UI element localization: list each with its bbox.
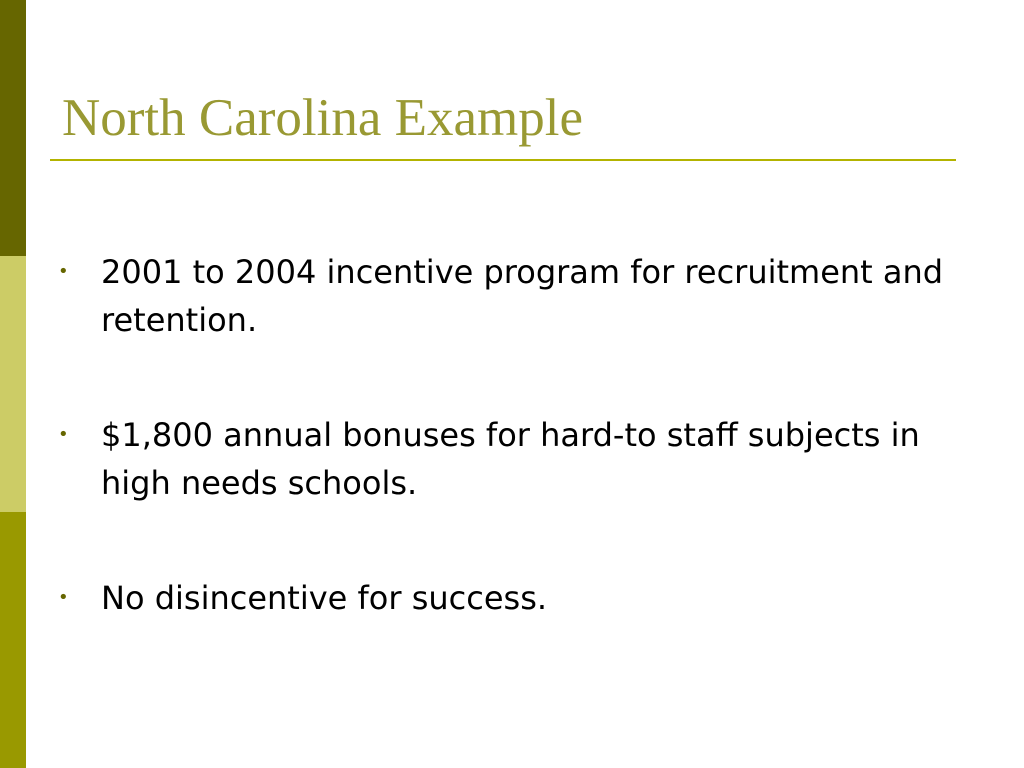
- bullet-text: 2001 to 2004 incentive program for recruitment and retention.: [101, 253, 944, 339]
- slide-title: North Carolina Example: [62, 89, 584, 147]
- side-bar-bottom: [0, 512, 26, 768]
- bullet-icon: •: [58, 261, 69, 282]
- bullet-item: [58, 574, 958, 622]
- side-bar-top: [0, 0, 26, 256]
- bullet-icon: •: [58, 587, 69, 608]
- bullet-list: [58, 248, 958, 622]
- bullet-item: [58, 411, 958, 507]
- bullet-text: No disincentive for success.: [101, 579, 548, 617]
- title-divider: [50, 159, 956, 161]
- bullet-text: $1,800 annual bonuses for hard-to staff subjects in high needs schools.: [101, 416, 920, 502]
- bullet-icon: •: [58, 424, 69, 445]
- bullet-item: [58, 248, 958, 344]
- side-bar-middle: [0, 256, 26, 512]
